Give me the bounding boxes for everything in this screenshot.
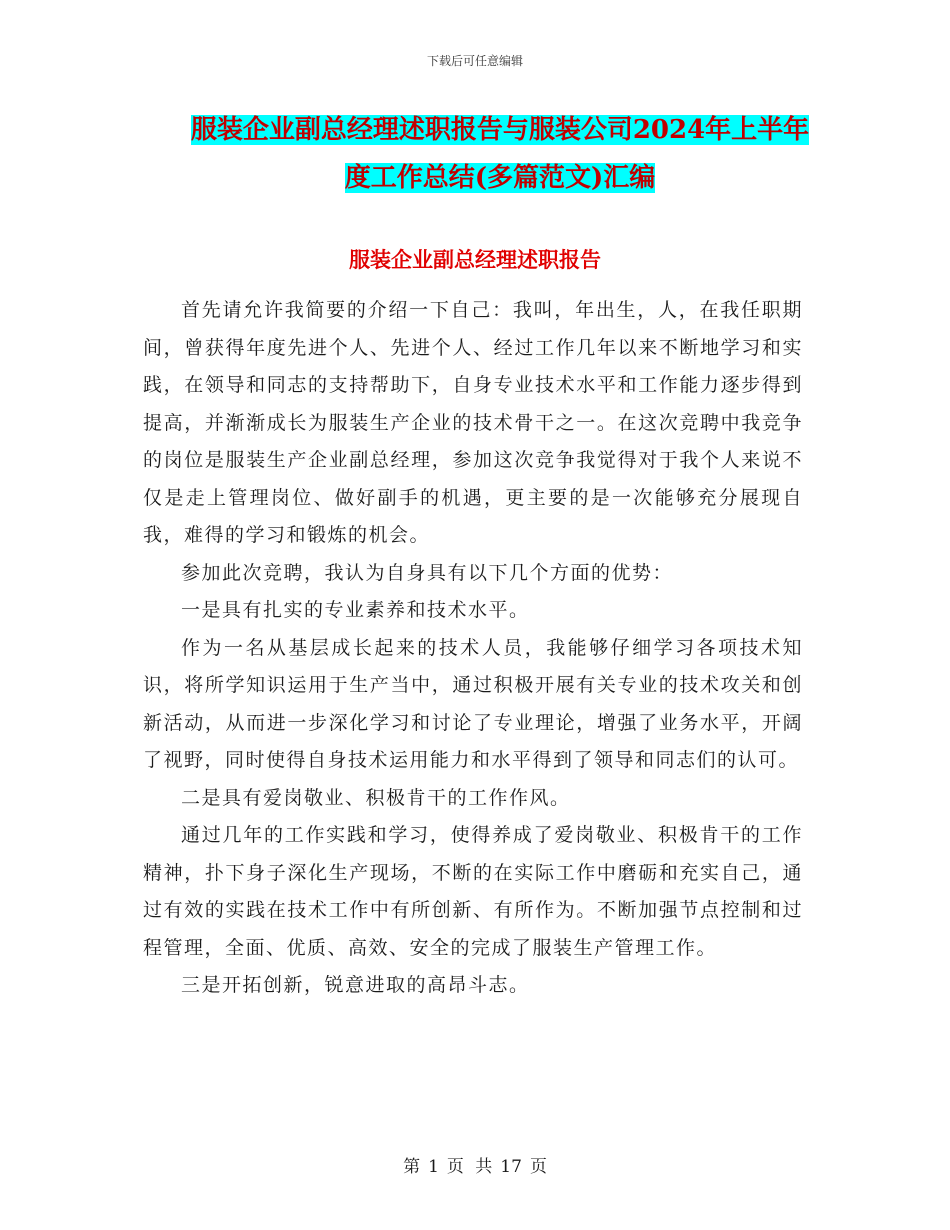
paragraph: 通过几年的工作实践和学习，使得养成了爱岗敬业、积极肯干的工作精神，扑下身子深化生产现场，不断的在实际工作中磨砺和充实自己，通过有效的实践在技术工作中有所创新、有所作为。不断加强节点控制和过程管理，全面、优质、高效、安全的完成了服装生产管理工作。 — [143, 824, 803, 959]
section-title: 服装企业副总经理述职报告 — [349, 247, 601, 272]
page-label-suffix: 页 — [529, 1157, 547, 1177]
paragraph: 一是具有扎实的专业素养和技术水平。 — [181, 599, 530, 621]
page-label-mid: 页 共 — [446, 1157, 493, 1177]
paragraph: 作为一名从基层成长起来的技术人员，我能够仔细学习各项技术知识，将所学知识运用于生产当中，通过积极开展有关专业的技术攻关和创新活动，从而进一步深化学习和讨论了专业理论，增强了业务水平，开阔了视野，同时使得自身技术运用能力和水平得到了领导和同志们的认可。 — [143, 636, 803, 771]
page-label-prefix: 第 — [403, 1157, 421, 1177]
total-pages: 17 — [500, 1157, 522, 1177]
document-title-line-2: 度工作总结(多篇范文)汇编 — [344, 163, 656, 193]
paragraph: 参加此次竞聘，我认为自身具有以下几个方面的优势： — [181, 561, 674, 584]
paragraph: 三是开拓创新，锐意进取的高昂斗志。 — [181, 974, 530, 996]
document-title — [150, 106, 850, 202]
document-title-line-1: 服装企业副总经理述职报告与服装公司2024年上半年 — [190, 115, 810, 145]
paragraph: 首先请允许我简要的介绍一下自己：我叫，年出生，人，在我任职期间，曾获得年度先进个人、先进个人、经过工作几年以来不断地学习和实践，在领导和同志的支持帮助下，自身专业技术水平和工作能力逐步得到提高，并渐渐成长为服装生产企业的技术骨干之一。在这次竞聘中我竞争的岗位是服装生产企业副总经理，参加这次竞争我觉得对于我个人来说不仅是走上管理岗位、做好副手的机遇，更主要的是一次能够充分展现自我，难得的学习和锻炼的机会。 — [143, 299, 803, 546]
paragraph: 二是具有爱岗敬业、积极肯干的工作作风。 — [181, 786, 571, 809]
header-note: 下载后可任意编辑 — [426, 54, 523, 68]
document-body — [143, 292, 803, 1005]
page-number: 1 — [428, 1157, 439, 1177]
page-footer — [0, 1152, 950, 1177]
